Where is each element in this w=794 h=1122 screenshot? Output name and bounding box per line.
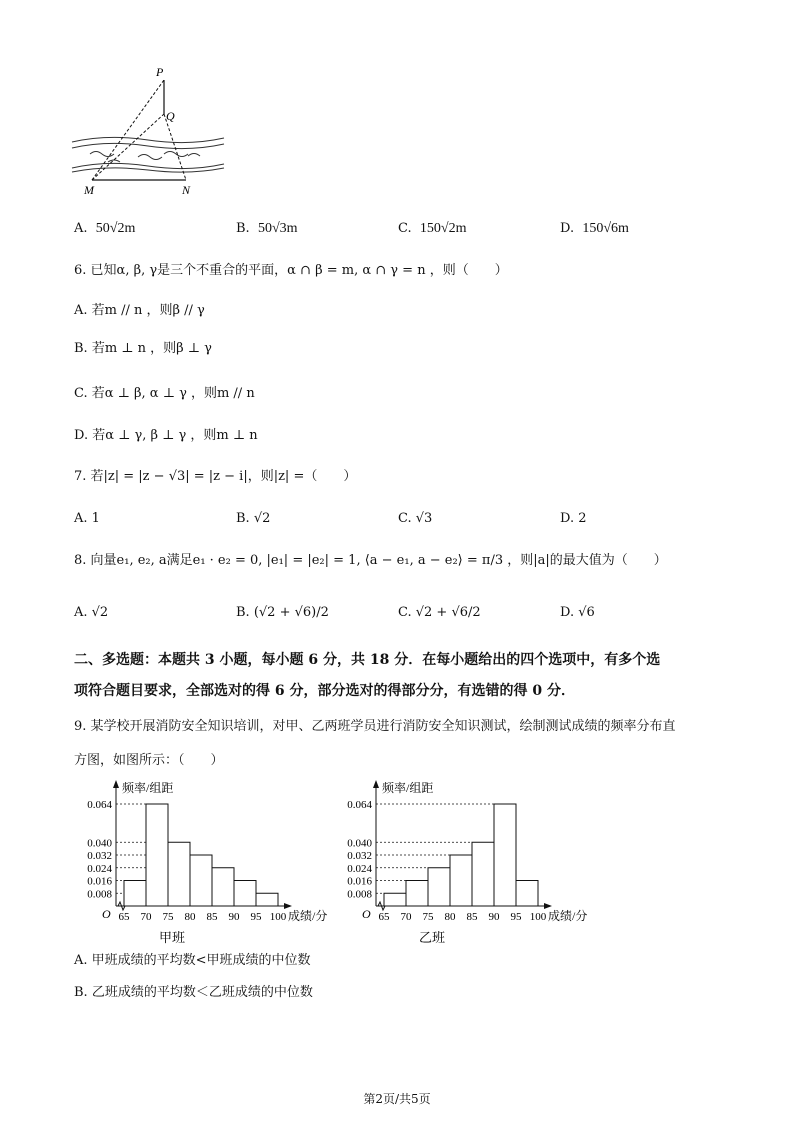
histogram-bar <box>472 842 494 906</box>
q7-option-c: C. √3 <box>398 511 433 526</box>
q5-option-c: C. 150√2m <box>398 221 467 236</box>
x-tick-label: 100 <box>269 911 287 923</box>
page-footer: 第2页/共5页 <box>363 1092 431 1106</box>
x-tick-label: 70 <box>140 911 152 923</box>
y-tick-label: 0.024 <box>347 862 372 875</box>
q8-option-d: D. √6 <box>560 605 595 620</box>
section-heading-line1: 二、多选题：本题共 3 小题，每小题 6 分，共 18 分．在每小题给出的四个选项中，有多个选 <box>74 652 661 668</box>
q8-option-c: C. √2 + √6/2 <box>398 605 481 620</box>
histogram-bar <box>234 881 256 907</box>
q9-option-a: A. 甲班成绩的平均数<甲班成绩的中位数 <box>74 953 311 968</box>
y-tick-label: 0.016 <box>347 875 372 888</box>
y-tick-label: 0.040 <box>87 837 112 850</box>
x-tick-label: 85 <box>206 911 218 923</box>
q8-option-a: A. √2 <box>74 605 109 620</box>
y-axis-arrow <box>113 780 119 788</box>
y-axis-title: 频率/组距 <box>122 781 174 795</box>
y-axis-arrow <box>373 780 379 788</box>
y-tick-label: 0.040 <box>347 837 372 850</box>
section-heading-line2: 项符合题目要求，全部选对的得 6 分，部分选对的得部分分，有选错的得 0 分． <box>74 683 575 699</box>
y-tick-label: 0.016 <box>87 875 112 888</box>
x-tick-label: 75 <box>422 911 434 923</box>
q5-option-b: B. 50√3m <box>236 221 298 236</box>
q9-option-b: B. 乙班成绩的平均数＜乙班成绩的中位数 <box>74 985 313 1000</box>
x-axis-title: 成绩/分 <box>548 909 588 923</box>
x-tick-label: 80 <box>184 911 196 923</box>
histogram-class-b <box>322 776 612 946</box>
histogram-bar <box>190 855 212 906</box>
x-tick-label: 85 <box>466 911 478 923</box>
x-tick-label: 75 <box>162 911 174 923</box>
y-tick-label: 0.008 <box>87 888 112 901</box>
q7-option-a: A. 1 <box>74 511 100 526</box>
y-tick-label: 0.032 <box>347 850 372 862</box>
q5-option-d: D. 150√6m <box>560 221 629 236</box>
q9-stem-line1: 9. 某学校开展消防安全知识培训，对甲、乙两班学员进行消防安全知识测试，绘制测试成绩的频率分布直 <box>74 719 676 734</box>
x-tick-label: 65 <box>118 911 130 923</box>
histogram-bar <box>212 868 234 906</box>
x-tick-label: 95 <box>250 911 262 923</box>
histogram-bar <box>256 893 278 906</box>
q8-stem: 8. 向量e₁, e₂, a满足e₁ · e₂ = 0, |e₁| = |e₂| = 1, ⟨a − e₁, a − e₂⟩ = π/3 ，则|a|的最大值为（ ） <box>74 553 667 568</box>
x-tick-label: 65 <box>378 911 390 923</box>
histogram-bar <box>516 881 538 907</box>
q6-option-a: A. 若m // n ，则β // γ <box>74 303 205 318</box>
y-tick-label: 0.064 <box>347 799 372 811</box>
y-tick-label: 0.032 <box>87 850 112 862</box>
y-tick-label: 0.008 <box>347 888 372 901</box>
histogram-bar <box>384 893 406 906</box>
histogram-bar <box>124 881 146 907</box>
x-axis-title: 成绩/分 <box>288 909 328 923</box>
origin-label: O <box>102 907 111 921</box>
q6-option-c: C. 若α ⊥ β, α ⊥ γ ，则m // n <box>74 386 255 401</box>
river-diagram <box>68 62 228 202</box>
histogram-bar <box>494 804 516 906</box>
q6-stem: 6. 已知α, β, γ是三个不重合的平面，α ∩ β = m, α ∩ γ = n ，则（ ） <box>74 263 508 278</box>
q7-option-b: B. √2 <box>236 511 271 526</box>
histogram-bar <box>428 868 450 906</box>
q7-stem: 7. 若|z| = |z − √3| = |z − i|，则|z| =（ ） <box>74 469 357 484</box>
q8-option-b: B. (√2 + √6)/2 <box>236 605 329 620</box>
y-tick-label: 0.064 <box>87 799 112 811</box>
x-tick-label: 95 <box>510 911 522 923</box>
q5-option-a: A. 50√2m <box>74 221 136 236</box>
x-tick-label: 70 <box>400 911 412 923</box>
y-axis-title: 频率/组距 <box>382 781 434 795</box>
x-tick-label: 100 <box>529 911 547 923</box>
histogram-title: 乙班 <box>418 930 446 945</box>
label-n: N <box>182 183 191 197</box>
q7-option-d: D. 2 <box>560 511 587 526</box>
label-m: M <box>84 183 94 197</box>
label-p: P <box>156 65 164 79</box>
q9-stem-line2: 方图，如图所示：（ ） <box>74 753 224 768</box>
histogram-title: 甲班 <box>158 930 186 945</box>
histogram-bar <box>450 855 472 906</box>
x-tick-label: 90 <box>488 911 500 923</box>
histogram-bar <box>146 804 168 906</box>
q6-option-d: D. 若α ⊥ γ, β ⊥ γ ，则m ⊥ n <box>74 428 258 443</box>
histogram-class-a <box>62 776 332 946</box>
x-tick-label: 80 <box>444 911 456 923</box>
y-tick-label: 0.024 <box>87 862 112 875</box>
origin-label: O <box>362 907 371 921</box>
x-tick-label: 90 <box>228 911 240 923</box>
label-q: Q <box>166 109 175 123</box>
histogram-bar <box>168 842 190 906</box>
q6-option-b: B. 若m ⊥ n ，则β ⊥ γ <box>74 341 212 356</box>
histogram-bar <box>406 881 428 907</box>
